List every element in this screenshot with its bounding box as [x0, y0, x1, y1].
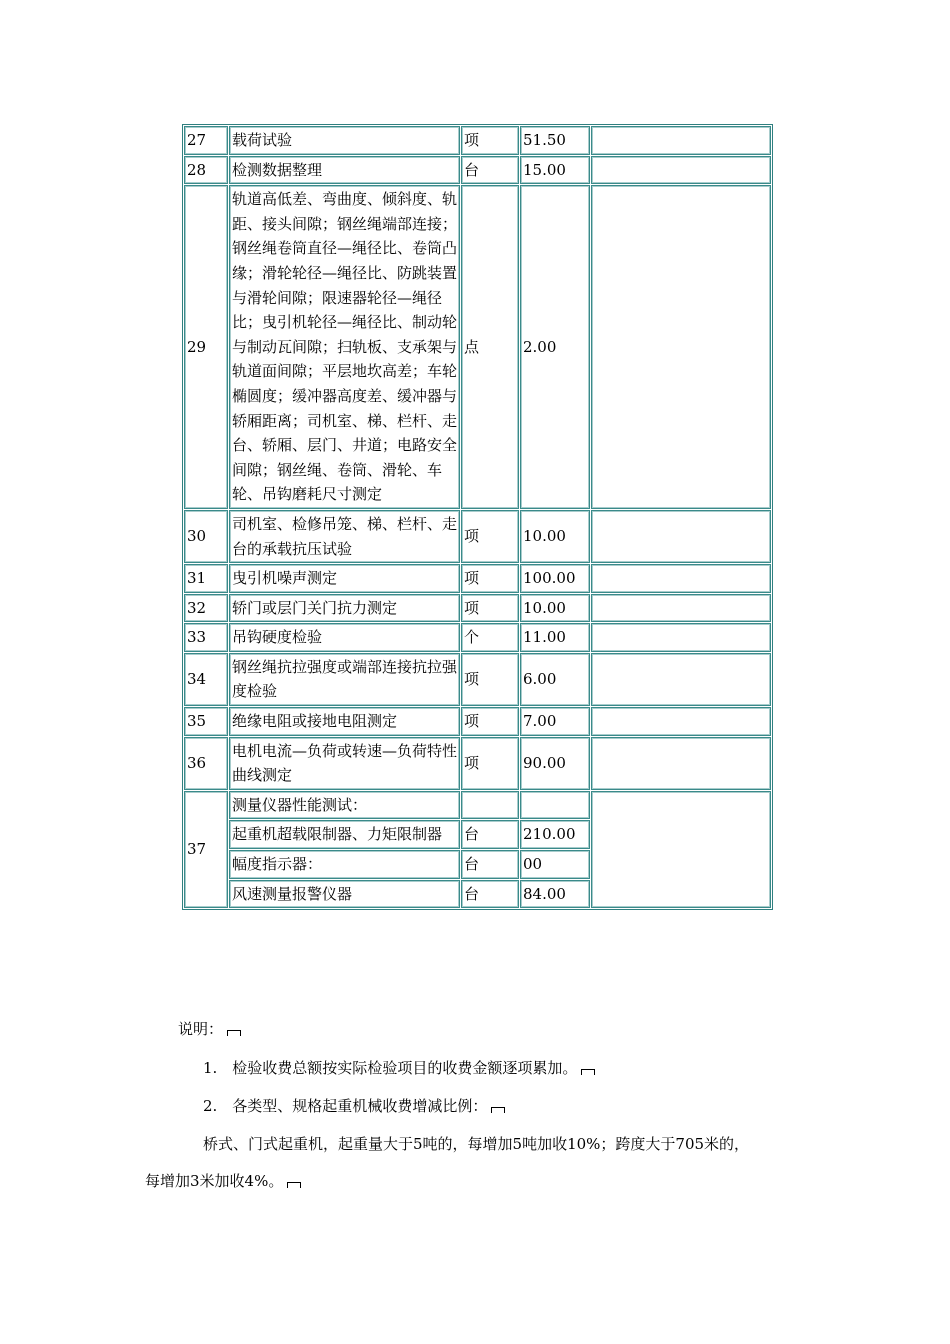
item-description: 起重机超载限制器、力矩限制器 [229, 820, 460, 849]
note-paragraph-line-1: 桥式、门式起重机，起重量大于5吨的，每增加5吨加收10%；跨度大于705米的， [203, 1135, 750, 1153]
paragraph-mark-icon [287, 1182, 301, 1188]
paragraph-mark-icon [491, 1107, 505, 1113]
item-number: 35 [184, 707, 228, 736]
table-row [184, 594, 771, 623]
item-number: 36 [184, 737, 228, 790]
item-note [591, 737, 771, 790]
paragraph-mark-icon [227, 1030, 241, 1036]
item-description: 司机室、检修吊笼、梯、栏杆、走台的承载抗压试验 [229, 510, 460, 563]
item-price: 100.00 [520, 564, 590, 593]
table-row [184, 564, 771, 593]
item-note [591, 594, 771, 623]
item-note [591, 185, 771, 509]
item-description: 绝缘电阻或接地电阻测定 [229, 707, 460, 736]
paragraph-mark-icon [581, 1069, 595, 1075]
item-unit: 项 [461, 594, 519, 623]
item-description: 钢丝绳抗拉强度或端部连接抗拉强度检验 [229, 653, 460, 706]
item-description: 风速测量报警仪器 [229, 880, 460, 909]
item-price: 90.00 [520, 737, 590, 790]
item-note [591, 791, 771, 908]
item-unit: 点 [461, 185, 519, 509]
item-unit: 台 [461, 156, 519, 185]
table-row [184, 737, 771, 790]
item-number: 27 [184, 126, 228, 155]
item-number: 37 [184, 791, 228, 908]
item-unit: 项 [461, 564, 519, 593]
table-row [184, 707, 771, 736]
item-unit: 项 [461, 737, 519, 790]
table-row [184, 623, 771, 652]
item-price: 2.00 [520, 185, 590, 509]
item-price: 15.00 [520, 156, 590, 185]
table-row [184, 126, 771, 155]
item-number: 34 [184, 653, 228, 706]
notes-heading: 说明： [178, 1018, 241, 1039]
fee-table [182, 124, 773, 910]
item-price: 51.50 [520, 126, 590, 155]
item-number: 29 [184, 185, 228, 509]
table-row [184, 185, 771, 509]
item-note [591, 510, 771, 563]
item-unit: 台 [461, 820, 519, 849]
item-description: 载荷试验 [229, 126, 460, 155]
table-row [184, 653, 771, 706]
note-paragraph-line-2: 每增加3米加收4%。 [145, 1170, 301, 1191]
item-price: 10.00 [520, 594, 590, 623]
item-price [520, 791, 590, 820]
item-price: 210.00 [520, 820, 590, 849]
item-number: 32 [184, 594, 228, 623]
item-note [591, 126, 771, 155]
item-description: 检测数据整理 [229, 156, 460, 185]
fee-table-body [184, 126, 771, 908]
table-row [184, 156, 771, 185]
note-item-1: 1. 检验收费总额按实际检验项目的收费金额逐项累加。 [203, 1057, 595, 1078]
item-unit: 项 [461, 707, 519, 736]
item-unit [461, 791, 519, 820]
item-unit: 个 [461, 623, 519, 652]
item-price: 84.00 [520, 880, 590, 909]
item-price: 6.00 [520, 653, 590, 706]
item-price: 00 [520, 850, 590, 879]
item-note [591, 707, 771, 736]
item-description: 电机电流—负荷或转速—负荷特性曲线测定 [229, 737, 460, 790]
item-unit: 项 [461, 510, 519, 563]
item-description: 幅度指示器： [229, 850, 460, 879]
item-price: 10.00 [520, 510, 590, 563]
item-number: 30 [184, 510, 228, 563]
item-number: 31 [184, 564, 228, 593]
note-item-2: 2. 各类型、规格起重机械收费增减比例： [203, 1095, 505, 1116]
item-description: 轨道高低差、弯曲度、倾斜度、轨距、接头间隙；钢丝绳端部连接；钢丝绳卷筒直径—绳径比、卷筒凸缘；滑轮轮径—绳径比、防跳装置与滑轮间隙；限速器轮径—绳径比；曳引机轮径—绳径比、制动轮与制动瓦间隙；扫轨板、支承架与轨道面间隙；平层地坎高差；车轮椭圆度；缓冲器高度差、缓冲器与轿厢距离；司机室、梯、栏杆、走台、轿厢、层门、井道；电路安全间隙；钢丝绳、卷筒、滑轮、车轮、吊钩磨耗尺寸测定 [229, 185, 460, 509]
item-price: 7.00 [520, 707, 590, 736]
item-description: 曳引机噪声测定 [229, 564, 460, 593]
item-number: 33 [184, 623, 228, 652]
table-row [184, 791, 771, 820]
item-unit: 台 [461, 850, 519, 879]
item-note [591, 156, 771, 185]
item-unit: 项 [461, 653, 519, 706]
item-description: 测量仪器性能测试： [229, 791, 460, 820]
item-note [591, 564, 771, 593]
table-row [184, 510, 771, 563]
item-unit: 台 [461, 880, 519, 909]
item-note [591, 653, 771, 706]
item-description: 轿门或层门关门抗力测定 [229, 594, 460, 623]
item-unit: 项 [461, 126, 519, 155]
item-number: 28 [184, 156, 228, 185]
item-description: 吊钩硬度检验 [229, 623, 460, 652]
item-price: 11.00 [520, 623, 590, 652]
item-note [591, 623, 771, 652]
